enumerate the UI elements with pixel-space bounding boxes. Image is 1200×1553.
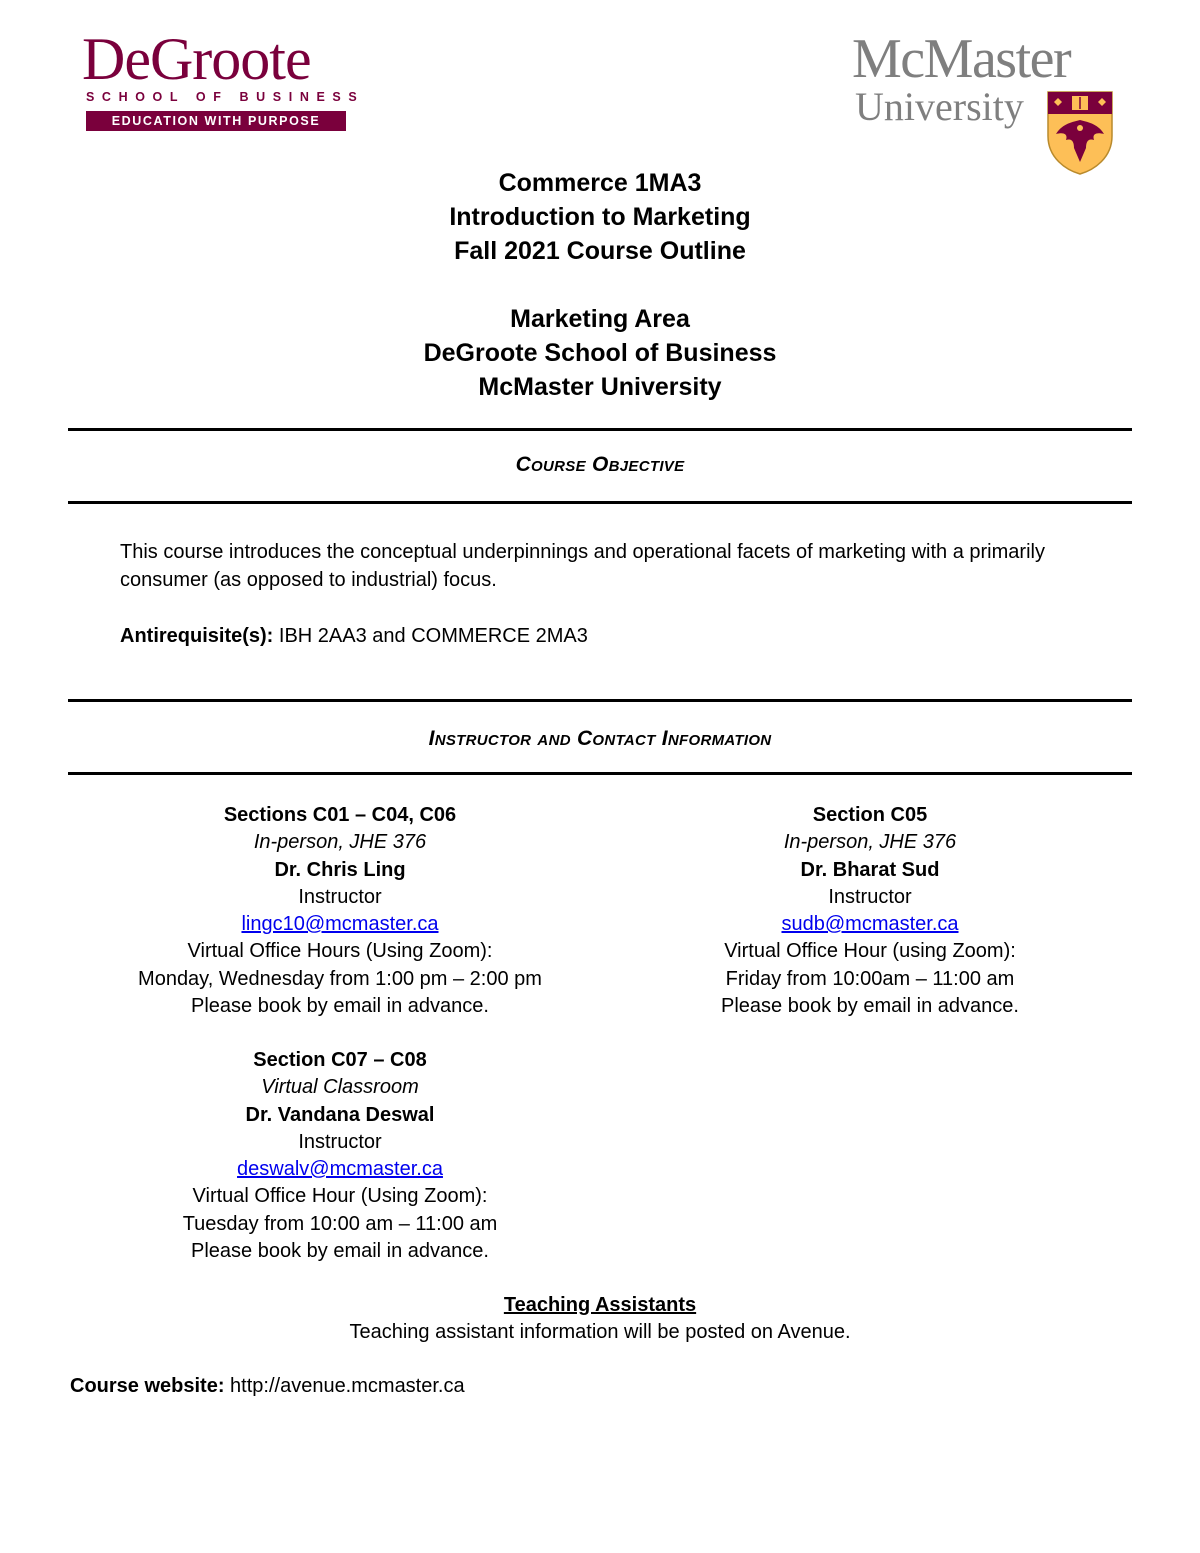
section-numbers: Sections C01 – C04, C06 <box>223 804 457 826</box>
office-hours-label: Virtual Office Hour (using Zoom): <box>724 940 1016 963</box>
instructor-name: Dr. Bharat Sud <box>800 858 940 881</box>
office-hours: Tuesday from 10:00 am – 11:00 am <box>182 1212 498 1235</box>
section-divider <box>68 772 1132 775</box>
course-description: This course introduces the conceptual underpinnings and operational facets of marketing with a primarily consumer (as opposed to industrial) focus. <box>120 541 1045 591</box>
course-website-label: Course website: <box>70 1375 225 1397</box>
booking-note: Please book by email in advance. <box>191 995 489 1018</box>
course-term: Fall 2021 Course Outline <box>454 237 746 265</box>
instructor-role: Instructor <box>298 1130 382 1153</box>
antireq-label: Antirequisite(s): <box>120 625 274 647</box>
area-name: Marketing Area <box>510 305 690 333</box>
antirequisites <box>120 622 1080 650</box>
office-hours-label: Virtual Office Hours (Using Zoom): <box>187 940 493 963</box>
course-website-url[interactable]: http://avenue.mcmaster.ca <box>224 1375 465 1397</box>
teaching-assistants <box>0 1292 1200 1346</box>
degroote-logo <box>80 26 365 131</box>
instructor-role: Instructor <box>828 885 912 908</box>
instructor-name: Dr. Chris Ling <box>274 858 406 881</box>
section-numbers: Section C07 – C08 <box>253 1049 427 1071</box>
mcmaster-subtitle: University <box>855 84 1024 129</box>
course-title-block <box>0 166 1200 404</box>
course-website <box>70 1372 465 1400</box>
office-hours: Friday from 10:00am – 11:00 am <box>725 967 1015 990</box>
course-objective-heading: Course Objective <box>515 453 685 476</box>
section-numbers: Section C05 <box>812 804 928 826</box>
mcmaster-crest-icon <box>1044 88 1116 176</box>
instructor-email-link[interactable]: lingc10@mcmaster.ca <box>241 913 439 936</box>
teaching-assistants-text: Teaching assistant information will be posted on Avenue. <box>349 1321 851 1343</box>
school-name: DeGroote School of Business <box>423 339 777 367</box>
course-code: Commerce 1MA3 <box>498 169 702 197</box>
instructor-role: Instructor <box>298 885 382 908</box>
section-divider <box>68 699 1132 702</box>
degroote-wordmark: DeGroote <box>82 26 311 92</box>
section-divider <box>68 501 1132 504</box>
course-name: Introduction to Marketing <box>449 203 751 231</box>
degroote-subtitle: SCHOOL OF BUSINESS <box>86 90 365 104</box>
class-mode: Virtual Classroom <box>261 1076 419 1099</box>
booking-note: Please book by email in advance. <box>721 995 1019 1018</box>
instructor-email-link[interactable]: deswalv@mcmaster.ca <box>237 1158 443 1181</box>
office-hours-label: Virtual Office Hour (Using Zoom): <box>192 1185 488 1208</box>
antireq-value: IBH 2AA3 and COMMERCE 2MA3 <box>273 625 588 647</box>
instructor-card <box>90 1047 590 1265</box>
booking-note: Please book by email in advance. <box>191 1240 489 1263</box>
instructor-name: Dr. Vandana Deswal <box>245 1103 435 1126</box>
instructor-card <box>660 802 1080 1020</box>
university-name: McMaster University <box>478 373 722 401</box>
section-divider <box>68 428 1132 431</box>
class-mode: In-person, JHE 376 <box>253 831 427 854</box>
degroote-tagline: EDUCATION WITH PURPOSE <box>86 111 346 131</box>
office-hours: Monday, Wednesday from 1:00 pm – 2:00 pm <box>138 967 542 990</box>
mcmaster-logo <box>852 30 1122 180</box>
class-mode: In-person, JHE 376 <box>783 831 957 854</box>
mcmaster-wordmark: McMaster <box>852 28 1071 90</box>
teaching-assistants-heading: Teaching Assistants <box>503 1294 697 1316</box>
instructor-email-link[interactable]: sudb@mcmaster.ca <box>781 913 959 936</box>
instructor-card <box>90 802 590 1020</box>
instructor-info-heading: Instructor and Contact Information <box>428 727 772 750</box>
